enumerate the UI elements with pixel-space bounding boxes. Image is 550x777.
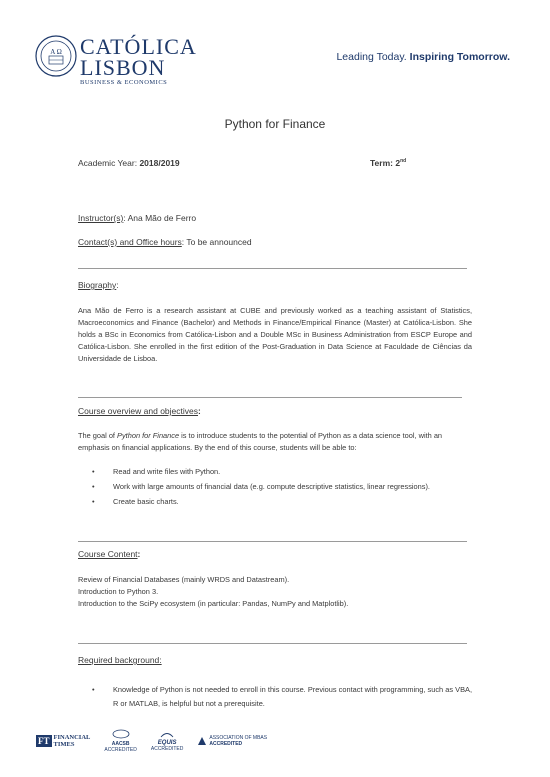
divider [78,643,467,644]
divider [78,541,467,542]
amba-sub: ACCREDITED [209,741,243,747]
background-heading: Required background: [78,655,162,665]
term-sup: nd [400,158,407,165]
list-item: • Create basic charts. [78,494,478,509]
logo-catolica: CATÓLICA [80,34,197,59]
term [370,158,406,168]
equis-sub: ACCREDITED [150,746,184,752]
amba-logo [197,735,267,747]
content-heading-text: Course Content [78,549,138,559]
overview-intro-italic: Python for Finance [117,431,180,440]
academic-year-label: Academic Year: [78,158,138,168]
amba-icon [197,736,207,746]
ft-line1: FINANCIAL [53,734,91,741]
aacsb-text: AACSB [111,741,130,747]
contact-label: Contact(s) and Office hours [78,237,182,247]
term-label: Term: 2 [370,158,401,168]
overview-heading-text: Course overview and objectives [78,406,199,416]
logo-lisbon: LISBON [80,55,166,80]
overview-intro-before: The goal of [78,431,118,440]
instructor-label: Instructor(s) [78,213,124,223]
overview-intro [78,430,472,454]
content-list [78,574,478,610]
list-item: • Work with large amounts of financial data (e.g. compute descriptive statistics, linear regressions). [78,479,478,494]
tagline-bold: Inspiring Tomorrow. [409,51,510,63]
instructor-value: : Ana Mão de Ferro [123,213,197,223]
content-heading-colon: : [137,549,141,559]
list-item: Introduction to the SciPy ecosystem (in particular: Pandas, NumPy and Matplotlib). [78,599,349,608]
content-heading [78,549,140,559]
equis-text: EQUIS [157,740,177,746]
aacsb-icon [112,729,130,739]
accreditation-logos [36,730,267,752]
biography-text: Ana Mão de Ferro is a research assistant at CUBE and previously worked as a teaching assistant of Statistics, Macroeconomics and Finance (Bachelor) and Methods in Finance/Empirical Finance (Master) at Católica-Lisbon. She holds a BSc in Economics from Católica-Lisbon and a Double MSc in Business Administration from ESCP Europe and Católica-Lisbon. She enrolled in the first edition of the Post-Graduation in Data Science at Faculdade de Ciências da Universidade de Lisboa. [78,306,472,363]
ft-line2: TIMES [53,741,75,748]
tagline [336,51,510,63]
list-item: • Knowledge of Python is not needed to enroll in this course. Previous contact with programming, such as VBA, R or MATLAB, is helpful but not a prerequisite. [78,683,472,711]
ft-logo [36,734,90,748]
university-wordmark [80,36,197,87]
university-seal-logo [35,35,77,77]
list-item: Introduction to Python 3. [78,587,159,596]
overview-intro-after: is to introduce students to the potential of Python as a data science tool, with an emphasis on financial applications. By the end of this course, students will be able to: [78,431,443,452]
biography-heading [78,280,119,290]
equis-icon [160,730,174,738]
objectives-list [78,464,478,509]
contact-value: : To be announced [181,237,252,247]
amba-text: ASSOCIATION OF MBAS [209,735,268,741]
divider [78,268,467,269]
divider [78,397,462,398]
academic-year [78,158,180,168]
list-item: • Read and write files with Python. [78,464,478,479]
overview-heading-colon: : [198,406,201,416]
academic-year-value: 2018/2019 [139,158,180,168]
ft-wordmark [54,734,91,748]
biography-heading-colon: : [116,280,119,290]
svg-text:A Ω: A Ω [50,48,62,56]
list-item: Review of Financial Databases (mainly WRDS and Datastream). [78,575,290,584]
equis-logo [151,730,184,752]
tagline-regular: Leading Today. [336,51,407,63]
logo-business-economics: BUSINESS & ECONOMICS [80,79,168,86]
instructor [78,213,196,223]
ft-box: FT [38,736,50,746]
contact [78,237,252,247]
document-title: Python for Finance [224,117,326,131]
background-list [78,683,472,711]
overview-heading [78,406,201,416]
aacsb-sub: ACCREDITED [104,747,137,753]
aacsb-logo [104,729,137,753]
biography-heading-text: Biography [78,280,117,290]
